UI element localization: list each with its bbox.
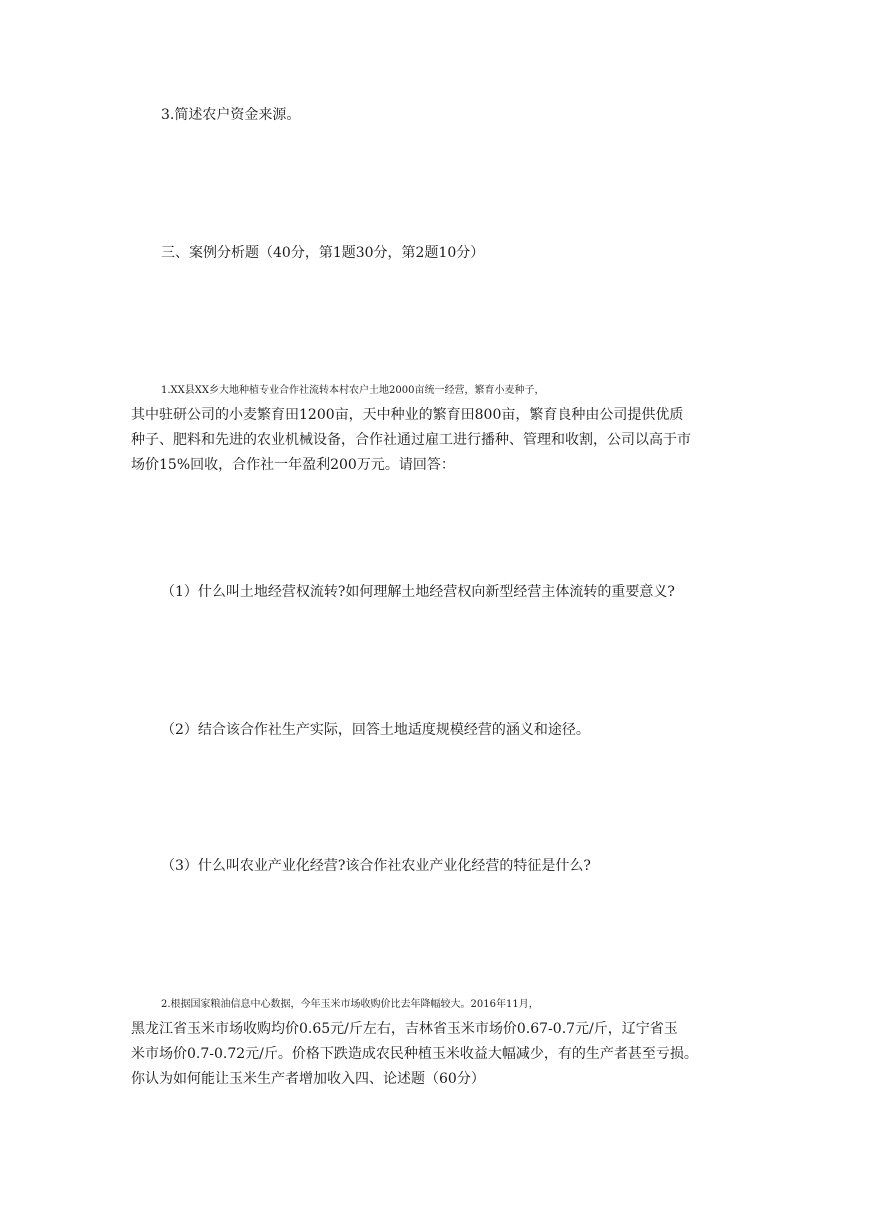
case-1-paragraph: [131, 378, 771, 478]
case-2-line-1: 2.根据国家粮油信息中心数据，今年玉米市场收购价比去年降幅较大。2016年11月，: [161, 999, 539, 1010]
case-2-line-3: 米市场价0.7-0.72元/斤。价格下跌造成农民种植玉米收益大幅减少，有的生产者甚至亏损。: [131, 1046, 698, 1062]
case-1-subquestion-3: （3）什么叫农业产业化经营?该合作社农业产业化经营的特征是什么?: [161, 858, 591, 874]
case-1-line-1: 1.XX县XX乡大地种植专业合作社流转本村农户土地2000亩统一经营，繁育小麦种子，: [161, 385, 545, 396]
case-2-line-4: 你认为如何能让玉米生产者增加收入四、论述题（60分）: [131, 1071, 485, 1087]
section-3-heading: 三、案例分析题（40分，第1题30分，第2题10分）: [161, 245, 485, 261]
case-2-paragraph: [131, 992, 771, 1092]
case-1-line-2: 其中驻研公司的小麦繁育田1200亩，天中种业的繁育田800亩，繁育良种由公司提供优质: [131, 407, 684, 423]
case-1-subquestion-1: （1）什么叫土地经营权流转?如何理解土地经营权向新型经营主体流转的重要意义?: [161, 584, 675, 600]
case-1-line-4: 场价15%回收，合作社一年盈利200万元。请回答：: [131, 457, 455, 473]
case-1-line-3: 种子、肥料和先进的农业机械设备，合作社通过雇工进行播种、管理和收割，公司以高于市: [131, 432, 691, 448]
case-2-line-2: 黑龙江省玉米市场收购均价0.65元/斤左右，吉林省玉米市场价0.67-0.7元/斤，辽宁省玉: [131, 1021, 678, 1037]
case-1-subquestion-2: （2）结合该合作社生产实际，回答土地适度规模经营的涵义和途径。: [161, 722, 590, 738]
question-3: 3.简述农户资金来源。: [161, 107, 301, 123]
